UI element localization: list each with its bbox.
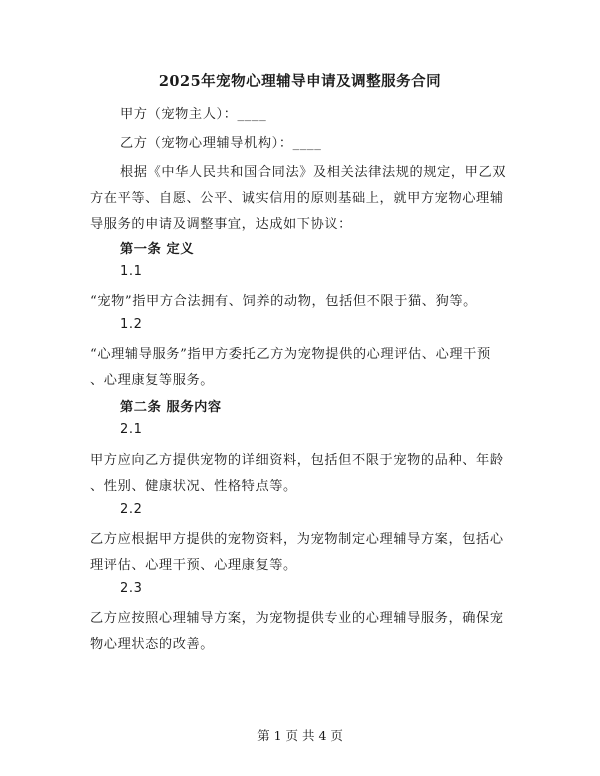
clause-1-2-text-line-1: “心理辅导服务”指甲方委托乙方为宠物提供的心理评估、心理干预 xyxy=(90,347,491,362)
party-b-line: 乙方（宠物心理辅导机构）：____ xyxy=(120,136,322,151)
clause-1-1-number: 1.1 xyxy=(120,264,143,279)
clause-2-2-text-line-2: 理评估、心理干预、心理康复等。 xyxy=(90,558,297,573)
clause-2-1-text-line-1: 甲方应向乙方提供宠物的详细资料，包括但不限于宠物的品种、年龄 xyxy=(90,453,504,468)
clause-2-1-number: 2.1 xyxy=(120,422,143,437)
clause-2-2-number: 2.2 xyxy=(120,502,143,517)
clause-2-1-text-line-2: 、性别、健康状况、性格特点等。 xyxy=(90,479,297,494)
clause-2-3-text-line-2: 物心理状态的改善。 xyxy=(90,637,215,652)
document-title: 2025年宠物心理辅导申请及调整服务合同 xyxy=(158,73,442,90)
party-a-line: 甲方（宠物主人）：____ xyxy=(120,107,267,122)
article-2-heading: 第二条 服务内容 xyxy=(120,400,222,415)
preamble-line-1: 根据《中华人民共和国合同法》及相关法律法规的规定，甲乙双 xyxy=(120,165,507,180)
clause-2-3-number: 2.3 xyxy=(120,581,143,596)
clause-1-2-text-line-2: 、心理康复等服务。 xyxy=(90,373,215,388)
article-1-heading: 第一条 定义 xyxy=(120,242,195,257)
clause-2-2-text-line-1: 乙方应根据甲方提供的宠物资料，为宠物制定心理辅导方案，包括心 xyxy=(90,532,504,547)
preamble-line-2: 方在平等、自愿、公平、诚实信用的原则基础上，就甲方宠物心理辅 xyxy=(90,191,504,206)
clause-1-2-number: 1.2 xyxy=(120,317,143,332)
clause-2-3-text-line-1: 乙方应按照心理辅导方案，为宠物提供专业的心理辅导服务，确保宠 xyxy=(90,611,504,626)
clause-1-1-text: “宠物”指甲方合法拥有、饲养的动物，包括但不限于猫、狗等。 xyxy=(90,294,477,309)
preamble-line-3: 导服务的申请及调整事宜，达成如下协议： xyxy=(90,217,352,232)
page-footer: 第 1 页 共 4 页 xyxy=(257,728,343,743)
